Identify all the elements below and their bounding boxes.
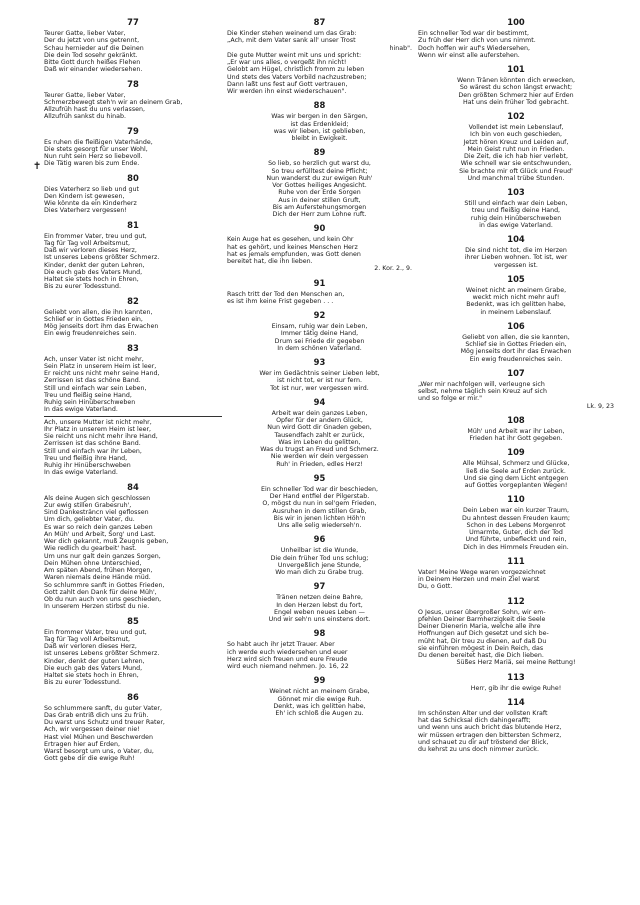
- verse-line: Nie werden wir dein vergessen: [270, 453, 369, 461]
- verse-line: ihrer Lieben wohnen. Tot ist, wer: [464, 254, 568, 262]
- verse-line: Was im Leben du gelitten,: [278, 438, 361, 446]
- verse-line: wird euch niemand nehmen. Jo. 16, 22: [227, 663, 349, 670]
- verse-entry: [44, 78, 222, 121]
- verse-line: Die sind nicht tot, die im Herzen: [465, 247, 567, 254]
- divider: [44, 416, 222, 417]
- verse-number: 84: [127, 481, 139, 492]
- verse-line: hat es jemals empfunden, was Gott denen: [227, 250, 361, 258]
- verse-line: Wenn wir einst alle auferstehen.: [418, 51, 520, 59]
- verse-line: wir müssen ertragen den bittersten Schmerz,: [418, 731, 562, 739]
- verse-number: 91: [313, 277, 326, 288]
- verse-line: Du warst uns Schutz und treuer Rater,: [44, 719, 165, 726]
- verse-line: Das Grab entriß dich uns zu früh.: [44, 711, 149, 719]
- verse-line: und wenn uns auch bricht das blutende Herz,: [418, 724, 562, 732]
- verse-line: Und stets des Vaters Vorbild nachzustreben;: [227, 73, 367, 81]
- verse-line: Schlief sie in Gottes Frieden ein,: [465, 341, 567, 348]
- verse-entry: [227, 533, 412, 576]
- verse-line: Süßes Herz Mariä, sei meine Rettung!: [456, 659, 576, 667]
- verse-line: In dem schönen Vaterland.: [277, 344, 362, 352]
- verse-line: Eh' ich schloß die Augen zu.: [275, 710, 364, 717]
- verse-line: Die euch gab des Vaters Mund,: [44, 268, 143, 276]
- verse-line: Bis wir in jenen lichten Höh'n: [273, 514, 366, 522]
- verse-line: Rasch tritt der Tod den Menschen an,: [227, 290, 345, 298]
- verse-line: Treu und fleißig seine Hand,: [44, 391, 132, 399]
- verse-line: Still und einfach war dein Leben,: [464, 200, 568, 207]
- verse-line: Kinder, denkt der guten Lehren,: [44, 261, 145, 269]
- verse-entry: [418, 233, 614, 269]
- verse-line: Ein schneller Tod war dir bestimmt,: [418, 30, 529, 37]
- verse-line: Weinet nicht an meinem Grabe,: [465, 286, 567, 294]
- verse-line: Daß wir verloren dieses Herz,: [44, 643, 137, 650]
- verse-line: ist das Erdenkleid;: [290, 120, 349, 128]
- verse-number: 102: [507, 111, 525, 121]
- verse-line: Ein schneller Tod war dir beschieden,: [261, 485, 378, 493]
- verse-entry: [418, 367, 614, 410]
- verse-line: Weinet nicht an meinem Grabe,: [269, 688, 370, 696]
- verse-entry: [44, 16, 222, 74]
- verse-line: Und manchmal trübe Stunden.: [467, 174, 565, 182]
- verse-line: Allzufrüh sankst du hinab.: [44, 113, 126, 121]
- verse-number: 82: [127, 295, 139, 306]
- verse-line: treu und fleißig deine Hand,: [471, 207, 561, 215]
- verse-entry: [418, 110, 614, 182]
- bible-reference: 2. Kor. 2., 9.: [374, 265, 412, 273]
- verse-line: Arbeit war dein ganzes Leben,: [271, 409, 368, 417]
- verse-line: Frieden hat ihr Gott gegeben.: [469, 435, 563, 442]
- verse-entry: [227, 99, 412, 142]
- verse-number: 89: [313, 147, 326, 158]
- verse-line: Bitte Gott durch heißes Flehen: [44, 59, 141, 66]
- verse-line: Wer im Gedächtnis seiner Lieben lebt,: [259, 370, 380, 377]
- verse-line: Tag für Tag voll Arbeitsmut,: [44, 239, 131, 247]
- verse-line: Mög jenseits dort ihm das Erwachen: [44, 323, 159, 330]
- verse-line: ließ die Seele auf Erden zurück.: [466, 467, 566, 475]
- verse-number: 112: [507, 595, 525, 606]
- verse-line: In unserem Herzen stirbst du nie.: [44, 603, 150, 611]
- verse-entry: [227, 580, 412, 623]
- verse-entry: [418, 595, 614, 667]
- verse-line: Ach, unser Vater ist nicht mehr,: [44, 355, 144, 363]
- verse-entry: [44, 295, 222, 338]
- verse-line: und schauet zu dir auf tröstend der Blick,: [418, 738, 549, 746]
- verse-line: Tausendfach zahlt er zurück,: [274, 431, 365, 439]
- verse-entry: [418, 493, 614, 551]
- verse-number: 85: [127, 615, 139, 626]
- verse-line: Der du jetzt von uns getrennt,: [44, 37, 140, 45]
- verse-line: sie einführen mögest in Dein Reich, das: [418, 644, 544, 652]
- verse-line: Dies Vaterherz so lieb und gut: [44, 185, 139, 193]
- verse-entry: [44, 342, 222, 477]
- verse-line: Uns alle selig wiederseh'n.: [277, 522, 362, 529]
- verse-line: Die Kinder stehen weinend um das Grab:: [227, 30, 357, 37]
- verse-line: Die gute Mutter weint mit uns und spricht:: [227, 51, 362, 59]
- verse-number: 106: [507, 320, 525, 331]
- verse-line: Wenn Tränen könnten dich erwecken,: [457, 77, 575, 84]
- column-1: [44, 16, 222, 767]
- verse-line: Was du trugst an Freud und Schmerz.: [260, 446, 379, 453]
- verse-line: Und führte, unbefleckt und rein,: [465, 536, 567, 544]
- verse-line: Ein frommer Vater, treu und gut,: [44, 232, 147, 240]
- verse-line: So treu erfülltest deine Pflicht;: [271, 167, 368, 175]
- verse-entry: [227, 472, 412, 530]
- verse-number: 97: [313, 581, 326, 592]
- verse-number: 107: [507, 367, 525, 378]
- verse-line: Herr, gib ihr die ewige Ruhe!: [470, 684, 562, 692]
- verse-line: Tot ist nur, wer vergessen wird.: [270, 384, 369, 392]
- verse-entry: [44, 172, 222, 215]
- verse-line: was wir lieben, ist geblieben,: [273, 127, 366, 135]
- verse-line: Wir werden ihn einst wiederschauen".: [227, 88, 347, 95]
- verse-line: Daß wir einander wiedersehen.: [44, 66, 143, 74]
- verse-entry: [418, 320, 614, 363]
- verse-line: Die dein früher Tod uns schlug;: [270, 554, 369, 562]
- verse-line: Es ruhen die fleißigen Vaterhände,: [44, 138, 153, 146]
- verse-line: Still und einfach war ihr Leben,: [44, 447, 142, 455]
- verse-line: Wo man dich zu Grabe trug.: [275, 569, 364, 576]
- verse-line: Hoffnungen auf Dich gesetzt und sich be-: [418, 630, 549, 638]
- verse-line: Doch hoffen wir auf's Wiedersehen,: [418, 44, 530, 52]
- verse-number: 94: [313, 396, 326, 407]
- verse-line: Schon in des Lebens Morgenrot: [466, 521, 566, 529]
- verse-line: Und wir seh'n uns einstens dort.: [268, 616, 371, 623]
- verse-line: Teurer Gatte, lieber Vater,: [44, 30, 126, 37]
- verse-line: Es war so reich dein ganzes Leben: [44, 523, 153, 531]
- verse-line: Schau hernieder auf die Deinen: [44, 44, 144, 52]
- verse-line: Um dich, geliebter Vater, du.: [44, 516, 135, 524]
- verse-line: Die euch gab des Vaters Mund,: [44, 664, 143, 672]
- verse-line: Umarmte, Guter, dich der Tod: [469, 529, 563, 536]
- verse-line: Am späten Abend, frühen Morgen,: [44, 567, 153, 574]
- verse-line: Dies Vaterherz vergessen!: [44, 207, 127, 215]
- verse-line: Nun ruht sein Herz so liebevoll.: [44, 153, 143, 160]
- verse-line: Treu und fleißig ihre Hand,: [44, 454, 128, 462]
- verse-entry: [44, 219, 222, 291]
- verse-line: Ist unseres Lebens größter Schmerz.: [44, 254, 160, 262]
- verse-line: Hast viel Mühen und Beschwerden: [44, 733, 153, 741]
- verse-number: 105: [507, 273, 525, 284]
- verse-line: hat das Schicksal dich dahingerafft;: [418, 717, 531, 724]
- verse-line: So wärest du schon längst erwacht;: [459, 84, 573, 92]
- verse-line: Waren niemals deine Hände müd.: [44, 574, 151, 582]
- verse-line: Nun wanderst du zur ewigen Ruh': [266, 174, 373, 182]
- verse-entry: [227, 222, 412, 272]
- verse-line: Ob du nun auch von uns geschieden,: [44, 596, 162, 603]
- verse-line: du kehrst zu uns doch nimmer zurück.: [418, 746, 539, 753]
- verse-entry: [44, 615, 222, 687]
- verse-line: Geliebt von allen, die ihn kannten,: [44, 308, 153, 316]
- verse-line: Bedenkt, was ich gelitten habe,: [466, 301, 566, 309]
- verse-entry: [44, 691, 222, 763]
- verse-number: 78: [127, 78, 139, 89]
- verse-line: Mög jenseits dort ihr das Erwachen: [460, 348, 572, 356]
- verse-entry: [418, 696, 614, 754]
- verse-number: 109: [507, 447, 525, 458]
- verse-number: 95: [313, 472, 326, 483]
- verse-line: Allzufrüh hast du uns verlassen,: [44, 106, 145, 113]
- verse-line: Ruhe von der Erde Sorgen: [278, 189, 361, 197]
- verse-entry: [227, 674, 412, 717]
- verse-line: Hat uns dein früher Tod gebracht.: [462, 98, 570, 106]
- verse-number: 104: [507, 234, 525, 244]
- verse-line: Sein Platz in unserem Heim ist leer,: [44, 362, 157, 370]
- verse-line: Bis zu eurer Todesstund.: [44, 283, 121, 291]
- verse-number: 79: [127, 125, 139, 136]
- verse-line: Immer tätig deine Hand,: [280, 330, 359, 338]
- verse-line: Zerrissen ist das schöne Band.: [44, 440, 141, 448]
- verse-line: Schlief er in Gottes Frieden ein,: [44, 315, 143, 323]
- verse-line: Unheilbar ist die Wunde,: [280, 547, 359, 555]
- verse-line: Sind Dankesträncn viel geflossen: [44, 509, 149, 516]
- verse-entry: [227, 16, 412, 95]
- verse-line: Bis zu eurer Todesstund.: [44, 679, 121, 687]
- verse-line: Zerrissen ist das schöne Band.: [44, 377, 141, 385]
- verse-line: Im schönsten Alter und der vollsten Kraft: [418, 709, 548, 717]
- verse-line: Denkt, was ich gelitten habe,: [273, 702, 366, 710]
- verse-line: Drum sei Friede dir gegeben: [274, 337, 365, 345]
- verse-line: hat es gehört, und keines Menschen Herz: [227, 243, 358, 251]
- verse-line: Opfer für der andern Glück,: [276, 417, 363, 424]
- verse-line: Die stets gesorgt für unser Wohl,: [44, 145, 148, 153]
- verse-line: O Jesus, unser übergroßer Sohn, wir em-: [418, 608, 546, 616]
- verse-line: Sie brachte mir oft Glück und Freud': [459, 167, 573, 175]
- verse-line: Alle Mühsal, Schmerz und Glücke,: [462, 460, 570, 468]
- verse-number: 93: [313, 357, 326, 367]
- verse-line: Was wir bergen in den Särgen,: [271, 113, 368, 121]
- verse-line: in meinem Lebenslauf.: [480, 308, 552, 316]
- verse-line: bleibt in Ewigkeit.: [291, 135, 348, 142]
- verse-line: Mein Geist ruht nun in Frieden.: [467, 145, 565, 153]
- verse-line: Deiner Dienerin Maria, welche alle ihre: [418, 623, 541, 630]
- verse-line: Bis am Auferstehungsmorgen: [272, 203, 367, 211]
- verse-line: selbst, nehme täglich sein Kreuz auf sich: [418, 388, 547, 395]
- verse-number: 90: [313, 223, 326, 234]
- verse-line: Kein Auge hat es gesehen, und kein Ohr: [227, 236, 354, 244]
- verse-line: Wie schnell war sie entschwunden,: [460, 160, 572, 168]
- verse-line: So lieb, so herzlich gut warst du,: [268, 160, 371, 168]
- verse-entry: [227, 146, 412, 218]
- verse-line: Ein ewig freudenreiches sein.: [44, 330, 137, 338]
- verse-line: vergessen ist.: [494, 261, 538, 269]
- verse-number: 114: [507, 696, 525, 707]
- verse-line: So schlummre sanft in Gottes Frieden,: [44, 581, 165, 589]
- verse-line: Haltet sie stets hoch in Ehren,: [44, 672, 139, 679]
- verse-line: bereitet hat, die ihn lieben.: [227, 258, 313, 265]
- verse-line: Zur ewig stillen Grabesruh',: [44, 501, 132, 509]
- verse-line: Dein Mühen ohne Unterschied,: [44, 559, 142, 567]
- verse-entry: [418, 186, 614, 229]
- verse-line: Den größten Schmerz hier auf Erden: [458, 91, 574, 99]
- verse-entry: [418, 63, 614, 106]
- verse-entry: [227, 627, 412, 670]
- verse-line: Herz wird sich freuen und eure Freude: [227, 655, 348, 663]
- verse-line: Tränen netzen deine Bahre,: [276, 594, 363, 602]
- verse-line: weckt mich nicht mehr auf!: [472, 294, 560, 301]
- verse-line: ruhig dein Hinüberschweben: [470, 214, 562, 222]
- verse-entry: [418, 671, 614, 692]
- verse-line: Wie redlich du gearbeit' hast.: [44, 545, 137, 553]
- column-3: [418, 16, 614, 757]
- verse-number: 77: [127, 17, 139, 27]
- verse-line: Ihr Platz in unserem Heim ist leer,: [44, 425, 152, 433]
- verse-line: Du ahntest dessen Freuden kaum;: [461, 514, 571, 522]
- verse-line: es ist ihm keine Frist gegeben . . .: [227, 297, 334, 305]
- verse-entry: [227, 356, 412, 392]
- column-2: [227, 16, 412, 721]
- verse-line: Du, o Gott.: [418, 583, 453, 591]
- verse-line: Haltet sie stets hoch in Ehren,: [44, 276, 139, 283]
- verse-line: Zu früh der Herr dich von uns nimmt.: [418, 37, 536, 45]
- verse-line: Sie reicht uns nicht mehr ihre Hand,: [44, 433, 158, 440]
- verse-number: 83: [127, 342, 139, 353]
- verse-line: Der Hand entfiel der Pilgerstab.: [269, 493, 370, 500]
- verse-entry: [44, 125, 222, 168]
- cross-icon: ✝: [33, 161, 42, 172]
- verse-number: 99: [313, 675, 326, 686]
- verse-number: 80: [127, 172, 139, 183]
- verse-line: hinab".: [389, 44, 412, 52]
- verse-line: Er reicht uns nicht mehr seine Hand,: [44, 370, 160, 377]
- verse-line: ich werde euch wiedersehen und euer: [227, 648, 348, 656]
- verse-number: 96: [313, 534, 326, 545]
- verse-line: Vor Gottes heiliges Angesicht.: [272, 182, 367, 189]
- verse-number: 103: [507, 187, 525, 197]
- verse-line: Ertragen hier auf Erden,: [44, 740, 120, 748]
- verse-line: An Müh' und Arbeit, Sorg' und Last.: [44, 530, 156, 538]
- verse-line: Gelobt am Hügel, christlich fromm zu leben: [227, 66, 365, 74]
- verse-line: Müh' und Arbeit war ihr Leben,: [467, 427, 565, 435]
- bible-reference: Lk. 9, 23: [586, 402, 614, 410]
- verse-line: In den Herzen lebst du fort,: [276, 601, 363, 609]
- verse-line: Gott gebe dir die ewige Ruh!: [44, 755, 135, 763]
- verse-line: Ruhig ihr Hinüberschweben: [44, 462, 131, 469]
- verse-line: Geliebt von allen, die sie kannten,: [462, 333, 570, 341]
- verse-entry: [227, 277, 412, 306]
- verse-line: „Er war uns alles, o vergeßt ihn nicht!: [227, 59, 347, 66]
- verse-line: Vater! Meine Wege waren vorgezeichnet: [418, 568, 546, 576]
- verse-number: 86: [127, 691, 139, 702]
- verse-number: 87: [313, 17, 326, 27]
- verse-line: Die Tätig waren bis zum Ende.: [44, 160, 140, 168]
- verse-number: 98: [313, 628, 326, 639]
- verse-line: Du denen bereitet hast, die Dich lieben.: [418, 652, 544, 659]
- verse-line: So habt auch ihr jetzt Trauer. Aber: [227, 641, 335, 649]
- verse-line: Warst besorgt um uns, o Vater, du,: [44, 748, 154, 755]
- verse-line: Wie könnte da ein Kinderherz: [44, 200, 137, 207]
- verse-line: Jetzt hören Kreuz und Leiden auf,: [463, 138, 569, 146]
- verse-number: 111: [507, 555, 525, 566]
- verse-line: Dich in des Himmels Freuden ein.: [463, 543, 569, 551]
- verse-number: 101: [507, 64, 525, 74]
- verse-line: in das ewige Vaterland.: [479, 221, 553, 229]
- verse-entry: [418, 555, 614, 591]
- verse-line: „Ach, mit dem Vater sank all' unser Trost: [227, 37, 356, 45]
- verse-line: Ist unseres Lebens größter Schmerz.: [44, 650, 160, 658]
- verse-line: Ein ewig freudenreiches sein.: [469, 355, 563, 363]
- verse-number: 81: [127, 219, 139, 230]
- verse-line: Dann laßt uns fest auf Gott vertrauen,: [227, 80, 348, 88]
- verse-number: 92: [313, 310, 326, 320]
- verse-line: Vollendet ist mein Lebenslauf,: [468, 124, 564, 131]
- verse-line: Aus in deiner stillen Gruft,: [278, 196, 361, 204]
- verse-line: und so folge er mir.": [418, 395, 483, 403]
- verse-line: müht hat, Dir treu zu dienen, auf daß Du: [418, 637, 547, 645]
- verse-line: Ruh' in Frieden, edles Herz!: [276, 460, 363, 468]
- verse-entry: [418, 273, 614, 316]
- verse-line: Engel weben neues Leben —: [274, 608, 365, 616]
- verse-number: 88: [313, 100, 326, 111]
- verse-line: Unvergeßlich jene Stunde,: [277, 561, 362, 569]
- verse-entry: [227, 309, 412, 352]
- verse-line: O, mögst du nun in sel'gem Frieden,: [262, 500, 377, 508]
- verse-line: Gönnet mir die ewige Ruh.: [277, 695, 362, 703]
- verse-entry: [418, 16, 614, 59]
- verse-line: Ich bin von euch geschieden,: [469, 131, 563, 139]
- verse-line: ist nicht tot, er ist nur fern.: [276, 377, 363, 385]
- verse-line: So schlummere sanft, du guter Vater,: [44, 704, 163, 712]
- verse-line: In das ewige Vaterland.: [44, 469, 118, 477]
- verse-line: Um uns nur galt dein ganzes Sorgen,: [44, 552, 161, 560]
- verse-line: Und sie ging dem Licht entgegen: [463, 474, 569, 482]
- verse-entry: [418, 446, 614, 489]
- verse-line: Als deine Augen sich geschlossen: [44, 494, 151, 502]
- verse-number: 108: [507, 414, 525, 425]
- verse-entry: [227, 396, 412, 468]
- verse-line: Ach, unsere Mutter ist nicht mehr,: [44, 418, 152, 426]
- verse-line: pfehlen Deiner Barmherzigkeit die Seele: [418, 615, 546, 623]
- verse-number: 110: [507, 494, 525, 505]
- verse-line: „Wer mir nachfolgen will, verleugne sich: [418, 380, 545, 388]
- verse-line: auf Gottes vorgeplanten Wegen!: [464, 482, 568, 489]
- verse-line: Dein Leben war ein kurzer Traum,: [462, 507, 570, 515]
- verse-line: Den Kindern ist gewesen,: [44, 192, 125, 200]
- verse-number: 100: [507, 17, 525, 27]
- verse-entry: [418, 414, 614, 443]
- verse-entry: [44, 481, 222, 611]
- verse-line: Kinder, denkt der guten Lehren,: [44, 657, 145, 665]
- verse-number: 113: [507, 671, 525, 682]
- verse-line: Einsam, ruhig war dein Leben,: [271, 323, 368, 330]
- verse-line: Die Zeit, die ich hab hier verlebt,: [463, 153, 569, 160]
- verse-line: In das ewige Vaterland.: [44, 406, 118, 414]
- verse-line: Ein frommer Vater, treu und gut,: [44, 628, 147, 636]
- verse-line: Ach, wir vergessen deiner nie!: [44, 726, 140, 734]
- verse-line: Gott zahlt den Dank für deine Müh',: [44, 588, 157, 596]
- verse-line: Schmerzbewegt steh'n wir an deinem Grab,: [44, 98, 183, 106]
- verse-line: Dich der Herr zum Lohne ruft.: [272, 211, 367, 218]
- verse-line: Die dein Tod sosehr gekränkt.: [44, 51, 138, 59]
- verse-line: Tag für Tag voll Arbeitsmut,: [44, 635, 131, 643]
- verse-line: in Deinem Herzen und mein Ziel warst: [418, 576, 540, 583]
- verse-line: Teurer Gatte, lieber Vater,: [44, 91, 126, 99]
- verse-line: Wer dich gekannt, muß Zeugnis geben,: [44, 538, 169, 545]
- verse-line: Ruhig sein Hinüberschweben: [44, 399, 136, 406]
- verse-line: Daß wir verloren dieses Herz,: [44, 247, 137, 254]
- verse-line: Nun wird Gott dir Gnaden geben,: [267, 424, 372, 432]
- verse-line: Still und einfach war sein Leben,: [44, 384, 147, 392]
- verse-line: Ausruhen in dem stillen Grab,: [272, 507, 367, 515]
